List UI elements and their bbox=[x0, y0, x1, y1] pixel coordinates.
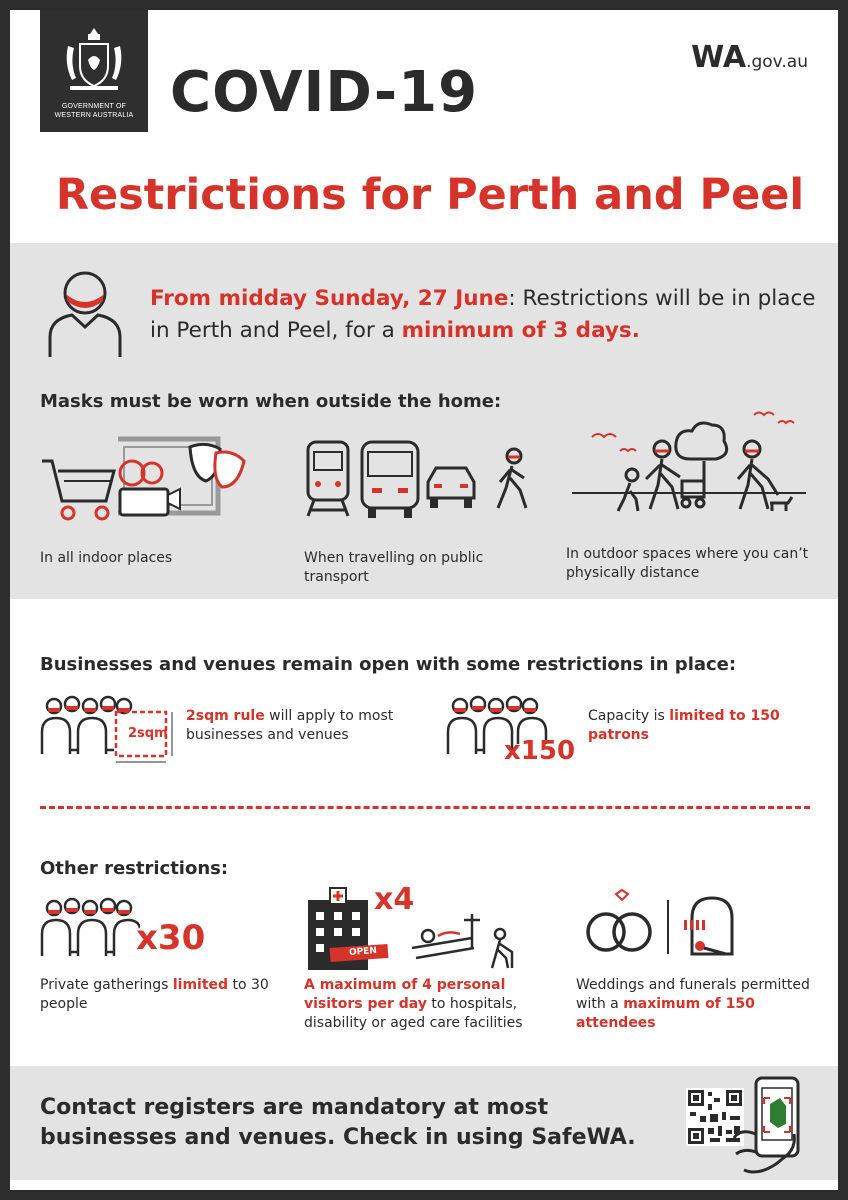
crest-icon bbox=[62, 24, 126, 98]
family-walking-icon bbox=[618, 441, 704, 511]
transport-caption: When travelling on public transport bbox=[304, 550, 484, 585]
contact-register-section bbox=[10, 1066, 838, 1180]
walking-person-icon bbox=[498, 449, 526, 508]
shopping-cart-icon bbox=[42, 461, 114, 519]
intro-text bbox=[150, 283, 830, 347]
crowd-icon bbox=[42, 697, 131, 754]
dog-walker-icon bbox=[738, 441, 792, 511]
car-icon bbox=[428, 468, 474, 508]
patient-bed-icon bbox=[412, 914, 480, 958]
gatherings-lead: Private gatherings bbox=[40, 977, 173, 993]
visitors-limit: A maximum of 4 personal visitors per day bbox=[304, 977, 506, 1012]
section-divider bbox=[40, 806, 810, 809]
visitors-text bbox=[304, 976, 554, 1033]
train-icon bbox=[308, 442, 348, 516]
crowd-icon bbox=[42, 899, 140, 956]
public-transport-illustration bbox=[304, 438, 544, 523]
sqm-badge: 2sqm bbox=[128, 726, 168, 741]
sqm-rule-text bbox=[186, 707, 436, 745]
intro-duration: minimum of 3 days. bbox=[401, 318, 640, 343]
intro-date: From midday Sunday, 27 June bbox=[150, 286, 509, 311]
visitors-body: to hospitals, disability or aged care facilities bbox=[304, 996, 523, 1031]
film-camera-icon bbox=[120, 461, 180, 515]
visitors-badge: x4 bbox=[374, 882, 415, 917]
open-sign-text: OPEN bbox=[348, 946, 378, 958]
bus-icon bbox=[362, 442, 418, 518]
walking-aid-person-icon bbox=[492, 929, 512, 968]
capacity-text-lead: Capacity is bbox=[588, 708, 670, 724]
sqm-rule-body: will apply to most businesses and venues bbox=[186, 708, 394, 743]
sqm-rule-lead: 2sqm rule bbox=[186, 708, 265, 724]
weddings-text bbox=[576, 976, 816, 1033]
government-logo bbox=[40, 10, 148, 132]
gov-line-1: GOVERNMENT OF bbox=[61, 103, 127, 110]
gatherings-text bbox=[40, 976, 280, 1014]
gatherings-badge: x30 bbox=[136, 918, 206, 958]
masked-person-icon bbox=[40, 265, 130, 360]
indoor-places-illustration bbox=[40, 433, 260, 533]
wa-logo-suffix: .gov.au bbox=[746, 52, 808, 72]
wa-logo-main: WA bbox=[691, 40, 747, 75]
weddings-limit: maximum of 150 attendees bbox=[576, 996, 755, 1031]
indoor-caption: In all indoor places bbox=[40, 550, 173, 566]
weddings-lead: Weddings and funerals permitted with a bbox=[576, 977, 810, 1012]
intro-body: : Restrictions will be in place in Perth and Peel, for a bbox=[150, 286, 816, 343]
capacity-text bbox=[588, 707, 808, 745]
businesses-heading: Businesses and venues remain open with some restrictions in place: bbox=[40, 654, 737, 675]
masks-heading: Masks must be worn when outside the home: bbox=[40, 391, 502, 412]
gatherings-tail: to 30 people bbox=[40, 977, 269, 1012]
main-title: Restrictions for Perth and Peel bbox=[55, 170, 805, 220]
gravestone-icon bbox=[684, 898, 732, 954]
contact-register-text: Contact registers are mandatory at most businesses and venues. Check in using SafeWA. bbox=[40, 1095, 636, 1150]
weddings-funerals-illustration bbox=[576, 888, 756, 958]
gov-line-2: WESTERN AUSTRALIA bbox=[54, 112, 134, 119]
outdoor-spaces-illustration bbox=[566, 405, 816, 525]
capacity-badge: x150 bbox=[504, 736, 576, 766]
theatre-masks-icon bbox=[190, 444, 244, 487]
wa-gov-logo[interactable] bbox=[691, 40, 808, 75]
gatherings-limited: limited bbox=[172, 977, 229, 993]
gatherings-illustration bbox=[40, 896, 140, 960]
safewa-phone-icon bbox=[726, 1074, 822, 1180]
covid-title: COVID-19 bbox=[170, 60, 479, 125]
other-restrictions-heading: Other restrictions: bbox=[40, 858, 229, 879]
masks-section bbox=[10, 243, 838, 599]
capacity-limit: limited to 150 patrons bbox=[588, 708, 780, 743]
wedding-rings-icon bbox=[588, 890, 650, 950]
outdoor-caption: In outdoor spaces where you can’t physically distance bbox=[566, 546, 809, 581]
